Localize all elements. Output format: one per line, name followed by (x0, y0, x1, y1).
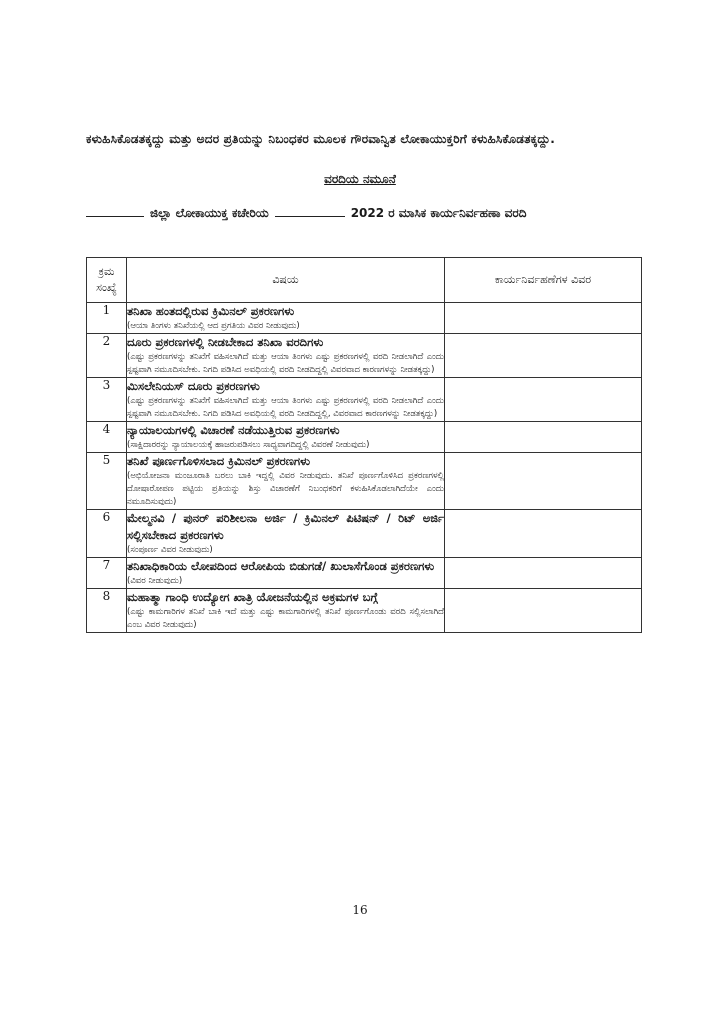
table-row (87, 378, 642, 422)
row-details-cell[interactable] (445, 558, 642, 589)
row-subject-note: (ಅಭಿಯೋಜನಾ ಮಂಜೂರಾತಿ ಬರಲು ಬಾಕಿ ಇದ್ದಲ್ಲಿ ವಿವರ ನೀಡುವುದು. ತನಿಖೆ ಪೂರ್ಣಗೊಳಿಸಿದ ಪ್ರಕರಣಗಳಲ್ಲಿ ದೋಷಾರೋಪಣ ಪಟ್ಟಿಯ ಪ್ರತಿಯನ್ನು ಶಿಸ್ತು ವಿಚಾರಣೆಗೆ ನಿಬಂಧಕರಿಗೆ ಕಳುಹಿಸಿಕೊಡಲಾಗಿದೆಯೇ ಎಂದು ನಮೂದಿಸುವುದು) (127, 471, 444, 507)
table-header-row (87, 258, 642, 303)
table-row (87, 303, 642, 334)
report-heading-part2: 2022 ರ ಮಾಸಿಕ ಕಾರ್ಯನಿರ್ವಹಣಾ ವರದಿ (350, 206, 527, 220)
row-details-cell[interactable] (445, 453, 642, 510)
table-row (87, 453, 642, 510)
report-table (86, 257, 642, 633)
page-number: 16 (352, 903, 368, 917)
row-subject-note: (ಎಷ್ಟು ಕಾಮಗಾರಿಗಳ ತನಿಖೆ ಬಾಕಿ ಇದೆ ಮತ್ತು ಎಷ್ಟು ಕಾಮಗಾರಿಗಳಲ್ಲಿ ತನಿಖೆ ಪೂರ್ಣಗೊಂಡು ವರದಿ ಸಲ್ಲಿಸಲಾಗಿದೆ ಎಂಬ ವಿವರ ನೀಡುವುದು) (127, 607, 444, 630)
row-details-cell[interactable] (445, 589, 642, 633)
row-subject (127, 334, 445, 378)
table-row (87, 589, 642, 633)
row-serial: 3 (87, 378, 127, 422)
format-title-text: ವರದಿಯ ನಮೂನೆ (324, 172, 396, 186)
row-serial: 1 (87, 303, 127, 334)
row-subject-title: ತನಿಖೆ ಪೂರ್ಣಗೊಳಿಸಲಾದ ಕ್ರಿಮಿನಲ್ ಪ್ರಕರಣಗಳು (127, 454, 311, 468)
table-row (87, 558, 642, 589)
row-subject-note: (ಆಯಾ ತಿಂಗಳು ತನಿಖೆಯಲ್ಲಿ ಆದ ಪ್ರಗತಿಯ ವಿವರ ನೀಡುವುದು) (127, 321, 300, 331)
report-heading (86, 206, 646, 221)
intro-paragraph: ಕಳುಹಿಸಿಕೊಡತಕ್ಕದ್ದು ಮತ್ತು ಅದರ ಪ್ರತಿಯನ್ನು ನಿಬಂಧಕರ ಮೂಲಕ ಗೌರವಾನ್ವಿತ ಲೋಕಾಯುಕ್ತರಿಗೆ ಕಳುಹಿಸಿಕೊಡತಕ್ಕದ್ದು. (86, 132, 555, 146)
row-subject (127, 558, 445, 589)
header-serial-line2: ಸಂಖ್ಯೆ (96, 281, 117, 294)
table-row (87, 510, 642, 558)
table-row (87, 334, 642, 378)
row-subject-title: ಮೇಲ್ಮನವಿ / ಪುನರ್ ಪರಿಶೀಲನಾ ಅರ್ಜಿ / ಕ್ರಿಮಿನಲ್ ಪಿಟಿಷನ್ / ರಿಟ್ ಅರ್ಜಿ ಸಲ್ಲಿಸಬೇಕಾದ ಪ್ರಕರಣಗಳು (127, 511, 444, 542)
row-serial: 5 (87, 453, 127, 510)
row-subject-title: ಮಹಾತ್ಮಾ ಗಾಂಧಿ ಉದ್ಯೋಗ ಖಾತ್ರಿ ಯೋಜನೆಯಲ್ಲಿನ ಅಕ್ರಮಗಳ ಬಗ್ಗೆ (127, 590, 378, 604)
row-serial: 8 (87, 589, 127, 633)
row-serial: 2 (87, 334, 127, 378)
blank-line-district (86, 206, 144, 217)
row-details-cell[interactable] (445, 422, 642, 453)
row-subject (127, 589, 445, 633)
row-subject-note: (ಸಂಪೂರ್ಣ ವಿವರ ನೀಡುವುದು) (127, 545, 213, 555)
format-title (0, 172, 720, 187)
table-row (87, 422, 642, 453)
row-subject (127, 422, 445, 453)
row-serial: 4 (87, 422, 127, 453)
row-subject-note: (ಸಾಕ್ಷಿದಾರರನ್ನು ನ್ಯಾಯಾಲಯಕ್ಕೆ ಹಾಜರುಪಡಿಸಲು ಸಾಧ್ಯವಾಗದಿದ್ದಲ್ಲಿ ವಿವರಣೆ ನೀಡುವುದು) (127, 440, 370, 450)
row-subject-note: (ಎಷ್ಟು ಪ್ರಕರಣಗಳನ್ನು ತನಿಖೆಗೆ ವಹಿಸಲಾಗಿದೆ ಮತ್ತು ಆಯಾ ತಿಂಗಳು ಎಷ್ಟು ಪ್ರಕರಣಗಳಲ್ಲಿ ವರದಿ ನೀಡಲಾಗಿದೆ ಎಂದು ಸ್ಪಷ್ಟವಾಗಿ ನಮೂದಿಸಬೇಕು. ನಿಗದಿ ಪಡಿಸಿದ ಅವಧಿಯಲ್ಲಿ ವರದಿ ನೀಡದಿದ್ದಲ್ಲಿ ವಿವರವಾದ ಕಾರಣಗಳನ್ನು ನೀಡತಕ್ಕದ್ದು) (127, 352, 444, 375)
row-subject-note: (ಎಷ್ಟು ಪ್ರಕರಣಗಳನ್ನು ತನಿಖೆಗೆ ವಹಿಸಲಾಗಿದೆ ಮತ್ತು ಆಯಾ ತಿಂಗಳು ಎಷ್ಟು ಪ್ರಕರಣಗಳಲ್ಲಿ ವರದಿ ನೀಡಲಾಗಿದೆ ಎಂದು ಸ್ಪಷ್ಟವಾಗಿ ನಮೂದಿಸಬೇಕು. ನಿಗದಿ ಪಡಿಸಿದ ಅವಧಿಯಲ್ಲಿ ವರದಿ ನೀಡದಿದ್ದಲ್ಲಿ, ವಿವರವಾದ ಕಾರಣಗಳನ್ನು ನೀಡತಕ್ಕದ್ದು) (127, 396, 444, 419)
row-details-cell[interactable] (445, 378, 642, 422)
row-serial: 6 (87, 510, 127, 558)
row-subject-title: ಮಿಸಲೇನಿಯಸ್ ದೂರು ಪ್ರಕರಣಗಳು (127, 379, 260, 393)
row-subject (127, 378, 445, 422)
row-subject-title: ನ್ಯಾಯಾಲಯಗಳಲ್ಲಿ ವಿಚಾರಣೆ ನಡೆಯುತ್ತಿರುವ ಪ್ರಕರಣಗಳು (127, 423, 340, 437)
header-details: ಕಾರ್ಯನಿರ್ವಹಣೆಗಳ ವಿವರ (445, 258, 642, 303)
row-details-cell[interactable] (445, 303, 642, 334)
row-subject-title: ದೂರು ಪ್ರಕರಣಗಳಲ್ಲಿ ನೀಡಬೇಕಾದ ತನಿಖಾ ವರದಿಗಳು (127, 335, 324, 349)
row-subject (127, 303, 445, 334)
header-subject: ವಿಷಯ (127, 258, 445, 303)
row-subject-title: ತನಿಖಾಧಿಕಾರಿಯ ಲೋಪದಿಂದ ಆರೋಪಿಯ ಬಿಡುಗಡೆ/ ಖುಲಾಸೆಗೊಂಡ ಪ್ರಕರಣಗಳು (127, 559, 435, 573)
row-subject (127, 453, 445, 510)
row-details-cell[interactable] (445, 510, 642, 558)
row-subject (127, 510, 445, 558)
row-subject-note: (ವಿವರ ನೀಡುವುದು) (127, 576, 183, 586)
row-subject-title: ತನಿಖಾ ಹಂತದಲ್ಲಿರುವ ಕ್ರಿಮಿನಲ್ ಪ್ರಕರಣಗಳು (127, 304, 295, 318)
row-serial: 7 (87, 558, 127, 589)
report-heading-part1: ಜಿಲ್ಲಾ ಲೋಕಾಯುಕ್ತ ಕಚೇರಿಯ (150, 206, 269, 220)
row-details-cell[interactable] (445, 334, 642, 378)
blank-line-month (275, 206, 345, 217)
header-serial (87, 258, 127, 303)
header-serial-line1: ಕ್ರಮ (98, 265, 115, 278)
